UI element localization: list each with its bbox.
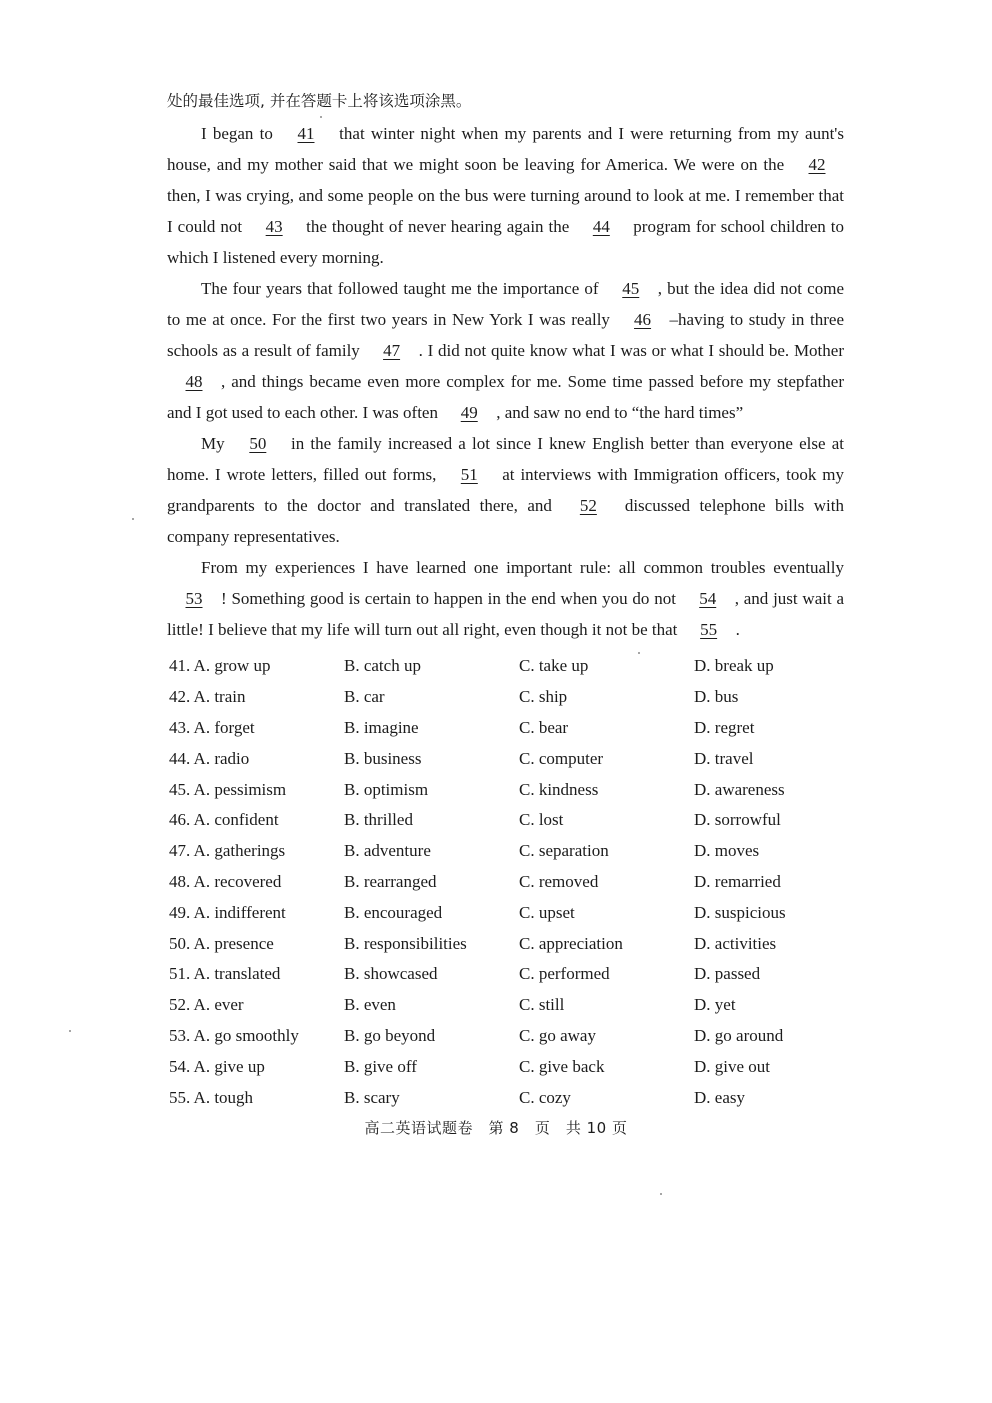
passage-text: . xyxy=(735,620,740,639)
cloze-passage xyxy=(167,118,844,645)
option-row-43 xyxy=(169,713,849,744)
option-b: B. optimism xyxy=(344,779,429,799)
option-a: 55. A. tough xyxy=(169,1087,254,1107)
option-d: D. easy xyxy=(694,1087,745,1107)
option-a: 52. A. ever xyxy=(169,995,244,1015)
option-row-47 xyxy=(169,836,849,867)
option-row-53 xyxy=(169,1021,849,1052)
option-row-50 xyxy=(169,928,849,959)
option-row-45 xyxy=(169,774,849,805)
passage-text: . I did not quite know what I was or what I should be. Mother xyxy=(418,341,844,360)
blank-44: 44 xyxy=(592,217,610,236)
option-a: 51. A. translated xyxy=(169,964,281,984)
scan-speck xyxy=(132,518,134,520)
option-a: 45. A. pessimism xyxy=(169,779,287,799)
option-d: D. remarried xyxy=(694,871,781,891)
passage-text: –having to study in three schools as a result of family xyxy=(167,310,844,360)
blank-42: 42 xyxy=(808,155,826,174)
passage-text: My xyxy=(201,434,231,453)
option-b: B. imagine xyxy=(344,717,419,737)
option-b: B. business xyxy=(344,748,422,768)
option-c: C. bear xyxy=(519,717,569,737)
option-a: 50. A. presence xyxy=(169,933,274,953)
passage-paragraph-1 xyxy=(167,118,844,273)
option-c: C. still xyxy=(519,995,565,1015)
option-b: B. scary xyxy=(344,1087,400,1107)
blank-51: 51 xyxy=(460,465,478,484)
option-c: C. removed xyxy=(519,871,599,891)
option-c: C. appreciation xyxy=(519,933,623,953)
blank-52: 52 xyxy=(579,496,597,515)
passage-text: , and saw no end to “the hard times” xyxy=(496,403,744,422)
option-row-55 xyxy=(169,1082,849,1113)
option-row-42 xyxy=(169,682,849,713)
passage-text: in the family increased a lot since I knew English better than everyone else at home. I wrote letters, filled out forms, xyxy=(167,434,844,484)
scan-speck xyxy=(69,1030,71,1032)
option-d: D. yet xyxy=(694,995,736,1015)
option-row-54 xyxy=(169,1051,849,1082)
option-a: 41. A. grow up xyxy=(169,656,271,676)
option-row-49 xyxy=(169,897,849,928)
option-b: B. responsibilities xyxy=(344,933,467,953)
option-d: D. awareness xyxy=(694,779,785,799)
option-c: C. go away xyxy=(519,1025,596,1045)
option-a: 43. A. forget xyxy=(169,717,255,737)
option-row-44 xyxy=(169,743,849,774)
option-b: B. rearranged xyxy=(344,871,437,891)
option-row-46 xyxy=(169,805,849,836)
option-d: D. suspicious xyxy=(694,902,786,922)
option-b: B. give off xyxy=(344,1056,417,1076)
blank-47: 47 xyxy=(383,341,401,360)
blank-54: 54 xyxy=(699,589,717,608)
blank-43: 43 xyxy=(265,217,283,236)
passage-text: From my experiences I have learned one important rule: all common troubles eventually xyxy=(201,558,844,577)
option-d: D. moves xyxy=(694,841,760,861)
option-b: B. showcased xyxy=(344,964,438,984)
passage-text: that winter night when my parents and I were returning from my aunt's house, and my mother said that we might soon be leaving for America. We were on the xyxy=(167,124,844,174)
option-c: C. lost xyxy=(519,810,564,830)
blank-50: 50 xyxy=(249,434,267,453)
option-d: D. passed xyxy=(694,964,761,984)
option-a: 48. A. recovered xyxy=(169,871,282,891)
option-c: C. performed xyxy=(519,964,610,984)
option-d: D. break up xyxy=(694,656,774,676)
option-c: C. computer xyxy=(519,748,604,768)
blank-55: 55 xyxy=(700,620,718,639)
scan-speck xyxy=(660,1193,662,1195)
passage-paragraph-3 xyxy=(167,428,844,552)
passage-text: , and things became even more complex for me. Some time passed before my stepfather and I got used to each other. I was often xyxy=(167,372,844,422)
passage-text: ! Something good is certain to happen in the end when you do not xyxy=(221,589,681,608)
option-c: C. take up xyxy=(519,656,589,676)
blank-49: 49 xyxy=(460,403,478,422)
option-c: C. kindness xyxy=(519,779,599,799)
option-a: 44. A. radio xyxy=(169,748,250,768)
option-row-41 xyxy=(169,651,849,682)
option-a: 46. A. confident xyxy=(169,810,279,830)
option-d: D. give out xyxy=(694,1056,771,1076)
option-a: 53. A. go smoothly xyxy=(169,1025,299,1045)
page-footer: 高二英语试题卷 第 8 页 共 10 页 xyxy=(364,1119,628,1137)
passage-text: then, I was crying, and some people on the bus were turning around to look at me. I remember that I could not xyxy=(167,186,844,236)
option-a: 47. A. gatherings xyxy=(169,841,286,861)
option-b: B. go beyond xyxy=(344,1025,436,1045)
option-d: D. regret xyxy=(694,717,755,737)
blank-46: 46 xyxy=(634,310,652,329)
option-a: 42. A. train xyxy=(169,687,246,707)
option-c: C. cozy xyxy=(519,1087,571,1107)
option-c: C. upset xyxy=(519,902,575,922)
blank-48: 48 xyxy=(185,372,203,391)
option-row-51 xyxy=(169,959,849,990)
passage-text: I began to xyxy=(201,124,279,143)
option-b: B. car xyxy=(344,687,385,707)
answer-options xyxy=(169,651,849,1113)
option-d: D. sorrowful xyxy=(694,810,781,830)
option-b: B. catch up xyxy=(344,656,421,676)
scan-speck xyxy=(320,116,322,118)
option-c: C. separation xyxy=(519,841,609,861)
option-d: D. activities xyxy=(694,933,777,953)
option-b: B. thrilled xyxy=(344,810,413,830)
option-b: B. encouraged xyxy=(344,902,443,922)
passage-text: program for school children to which I listened every morning. xyxy=(167,217,845,267)
instruction-line: 处的最佳选项, 并在答题卡上将该选项涂黑。 xyxy=(167,92,472,110)
passage-text: , and just wait a little! I believe that my life will turn out all right, even though it not be that xyxy=(167,589,845,639)
option-b: B. even xyxy=(344,995,396,1015)
option-a: 49. A. indifferent xyxy=(169,902,286,922)
blank-53: 53 xyxy=(185,589,203,608)
option-d: D. travel xyxy=(694,748,754,768)
scan-speck xyxy=(638,652,640,654)
passage-text: the thought of never hearing again the xyxy=(301,217,575,236)
option-d: D. go around xyxy=(694,1025,784,1045)
passage-paragraph-2 xyxy=(167,273,844,428)
blank-41: 41 xyxy=(297,124,315,143)
passage-text: discussed telephone bills with company representatives. xyxy=(167,496,844,546)
passage-text: The four years that followed taught me the importance of xyxy=(201,279,604,298)
passage-text: , but the idea did not come to me at once. For the first two years in New York I was really xyxy=(167,279,844,329)
passage-paragraph-4 xyxy=(167,552,844,645)
blank-45: 45 xyxy=(622,279,640,298)
option-row-52 xyxy=(169,990,849,1021)
option-a: 54. A. give up xyxy=(169,1056,265,1076)
option-row-48 xyxy=(169,867,849,898)
option-d: D. bus xyxy=(694,687,739,707)
option-c: C. ship xyxy=(519,687,568,707)
option-c: C. give back xyxy=(519,1056,605,1076)
option-b: B. adventure xyxy=(344,841,431,861)
passage-text: at interviews with Immigration officers, took my grandparents to the doctor and translated there, and xyxy=(167,465,844,515)
